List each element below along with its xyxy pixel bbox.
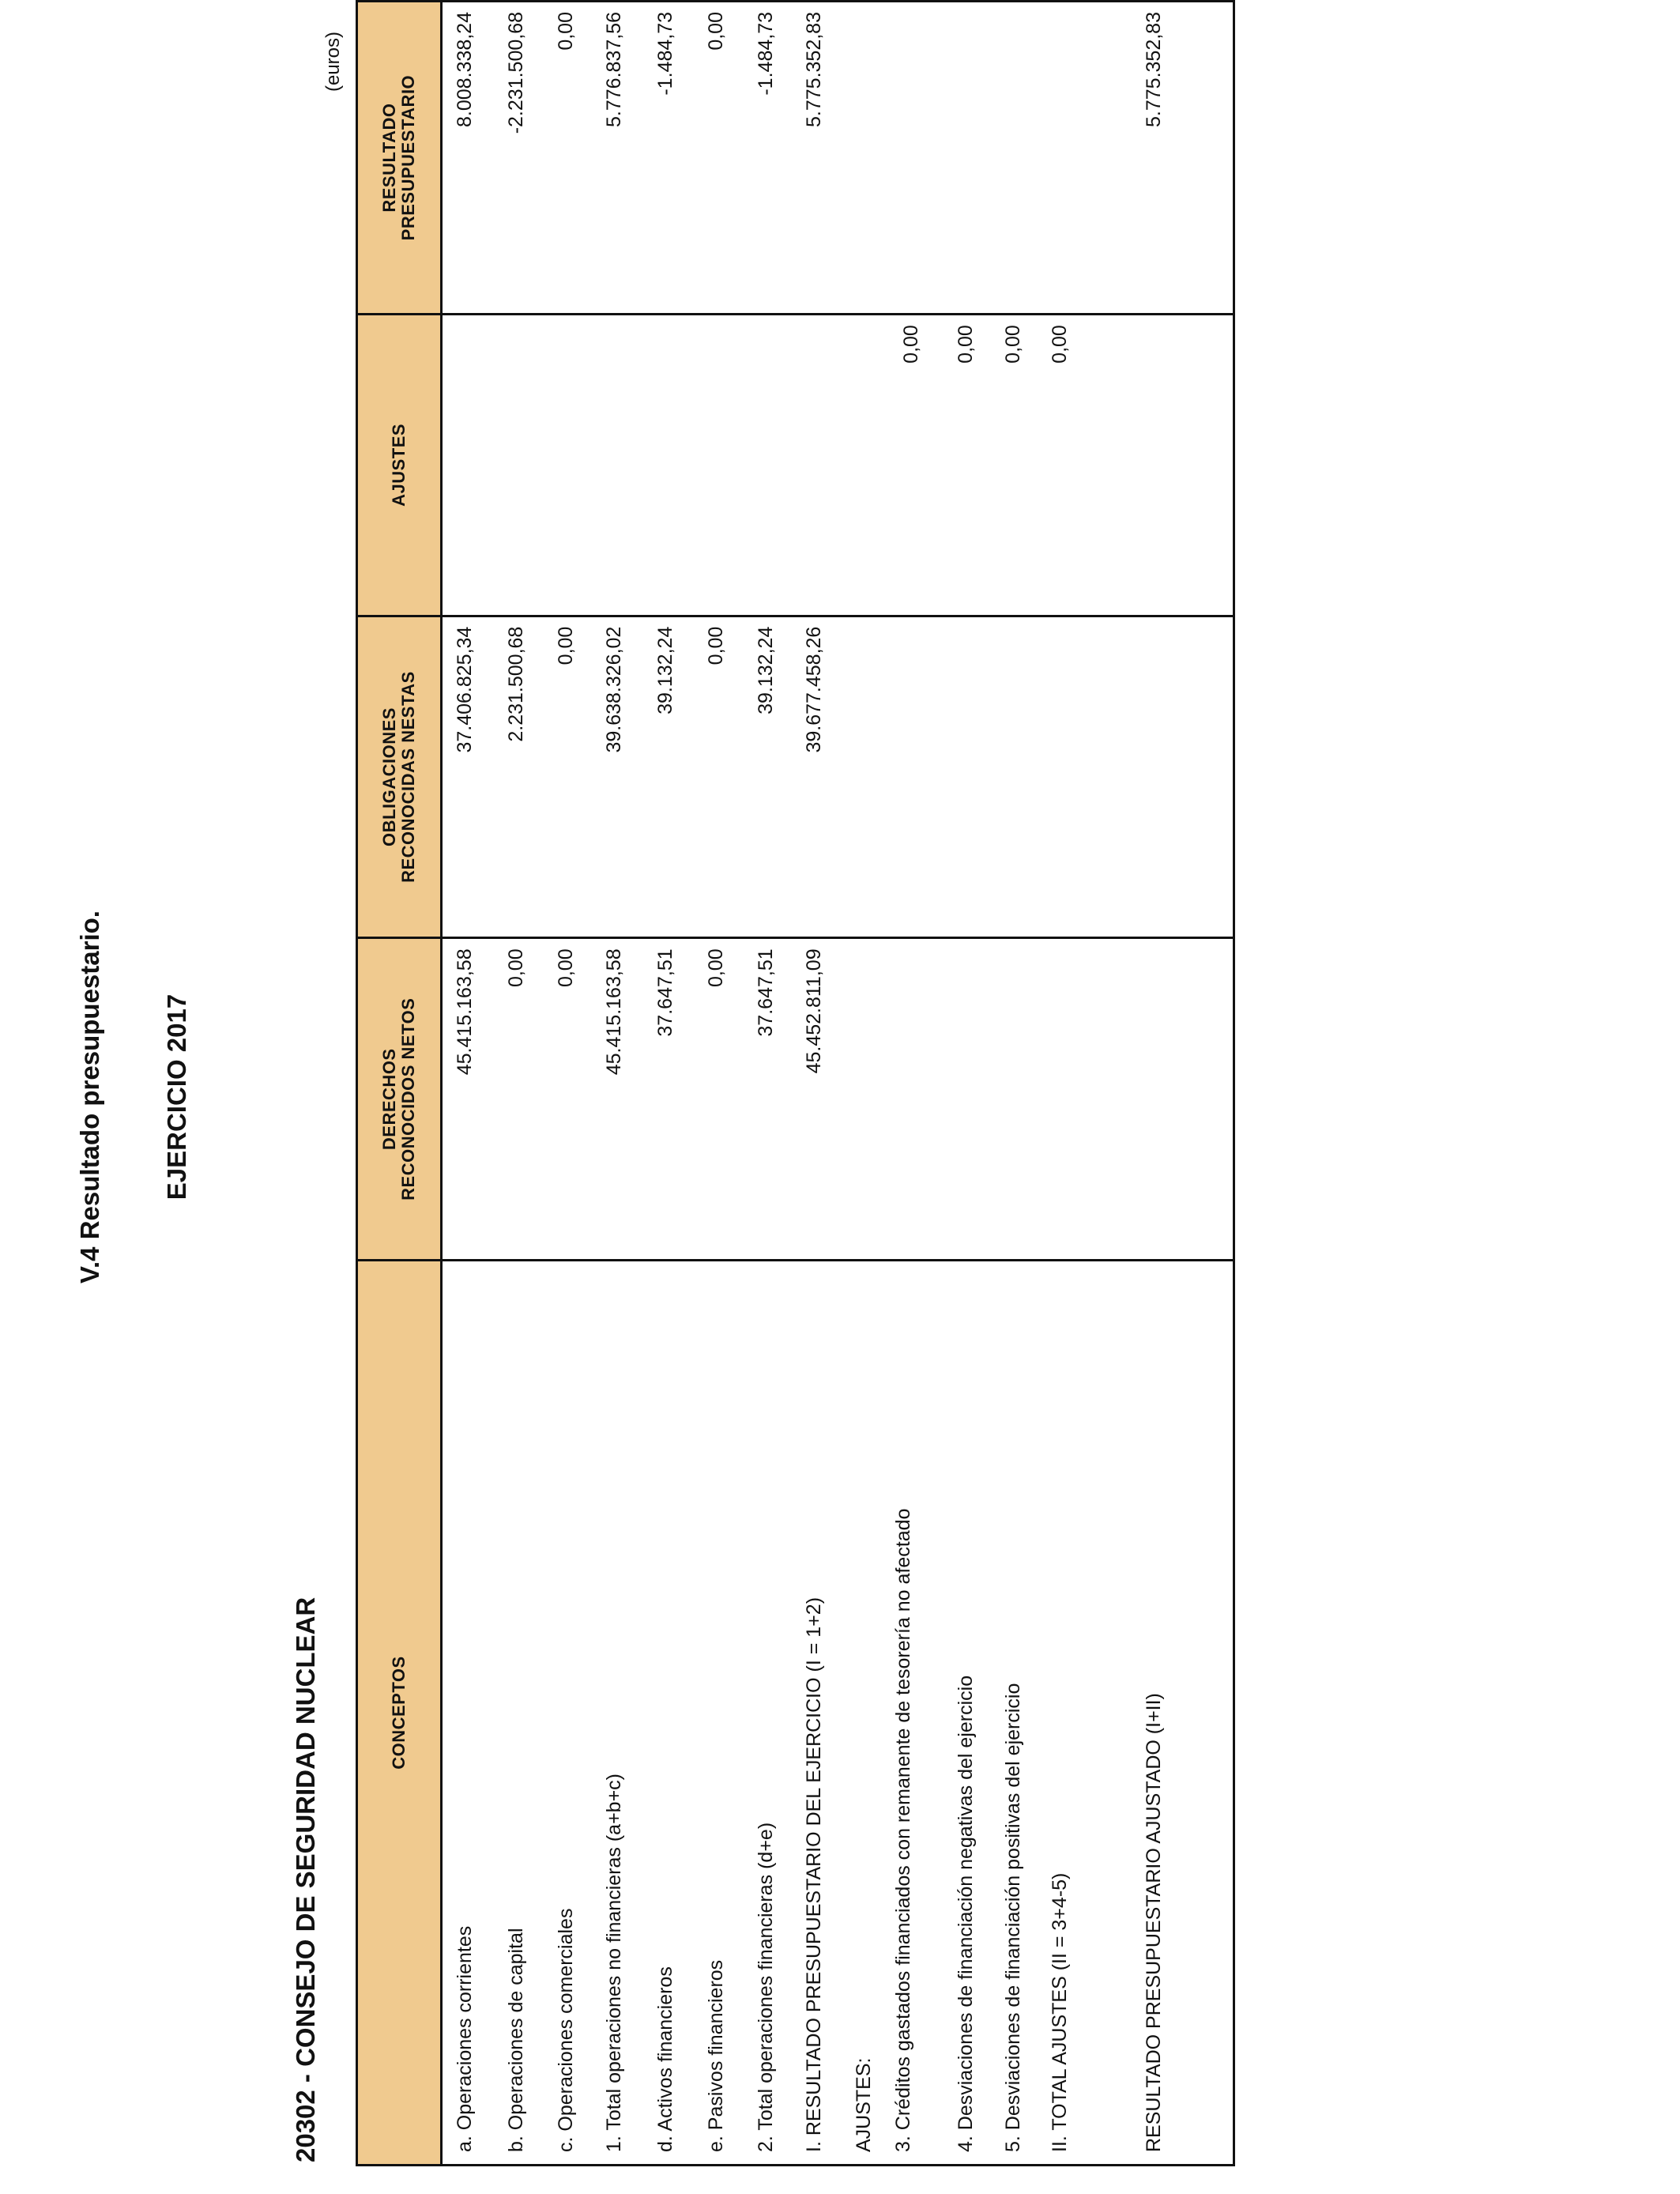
conceptos-column [442,1261,1234,2166]
header-obligaciones: OBLIGACIONES RECONOCIDAS NESTAS [357,616,442,938]
resultado-value: 5.775.352,83 [803,12,825,127]
resultado-value: -2.231.500,68 [505,12,527,134]
derechos-value: 0,00 [505,948,527,988]
resultado-value: 8.008.338,24 [454,12,476,127]
resultado-value: 5.776.837,56 [603,12,625,127]
obligaciones-value: 39.132,24 [654,626,676,714]
concept-label: 4. Desviaciones de financiación negativas del ejercicio [955,1675,977,2152]
derechos-value: 45.415.163,58 [603,948,625,1076]
header-conceptos: CONCEPTOS [357,1261,442,2166]
obligaciones-column [442,616,1234,938]
resultado-column [442,2,1234,315]
header-resultado: RESULTADO PRESUPUESTARIO [357,2,442,315]
derechos-value: 37.647,51 [755,948,777,1037]
entity-name: 20302 - CONSEJO DE SEGURIDAD NUCLEAR [291,1596,320,2162]
header-ajustes: AJUSTES [357,315,442,616]
derechos-value: 0,00 [555,948,577,988]
header-derechos: DERECHOS RECONOCIDOS NETOS [357,938,442,1261]
obligaciones-value: 2.231.500,68 [505,626,527,742]
ajustes-value: 0,00 [900,325,922,364]
currency-units: (euros) [322,31,344,92]
resultado-value: 5.775.352,83 [1143,12,1165,127]
concept-label: a. Operaciones corrientes [454,1925,476,2152]
derechos-value: 0,00 [705,948,727,988]
ajustes-value: 0,00 [1049,325,1071,364]
concept-label: e. Pasivos financieros [705,1959,727,2152]
derechos-value: 45.452.811,09 [803,948,825,1074]
concept-label: 2. Total operaciones financieras (d+e) [755,1822,777,2152]
concept-label: 3. Créditos gastados financiados con remanente de tesorería no afectado [892,1508,914,2152]
concept-label: b. Operaciones de capital [505,1928,527,2152]
obligaciones-value: 39.132,24 [755,626,777,714]
resultado-value: -1.484,73 [755,12,777,96]
page-title: V.4 Resultado presupuestario. [75,910,104,1284]
obligaciones-value: 39.677.458,26 [803,626,825,753]
budget-result-table [356,0,1235,2166]
resultado-value: -1.484,73 [654,12,676,96]
ajustes-value: 0,00 [1002,325,1024,364]
concept-label: c. Operaciones comerciales [555,1908,577,2152]
concept-label: I. RESULTADO PRESUPUESTARIO DEL EJERCICIO (I = 1+2) [803,1596,825,2152]
obligaciones-value: 0,00 [555,626,577,665]
concept-label: d. Activos financieros [654,1966,676,2152]
concept-label: II. TOTAL AJUSTES (II = 3+4-5) [1049,1872,1071,2152]
resultado-value: 0,00 [705,12,727,51]
concept-label: 5. Desviaciones de financiación positivas del ejercicio [1002,1683,1024,2152]
concept-label: AJUSTES: [853,2057,875,2152]
ajustes-value: 0,00 [955,325,977,364]
ajustes-column [442,315,1234,616]
derechos-column [442,938,1234,1261]
resultado-value: 0,00 [555,12,577,51]
concept-label: RESULTADO PRESUPUESTARIO AJUSTADO (I+II) [1143,1693,1165,2152]
fiscal-year: EJERCICIO 2017 [162,993,191,1201]
obligaciones-value: 0,00 [705,626,727,665]
derechos-value: 37.647,51 [654,948,676,1037]
obligaciones-value: 39.638.326,02 [603,626,625,753]
derechos-value: 45.415.163,58 [454,948,476,1076]
obligaciones-value: 37.406.825,34 [454,626,476,753]
concept-label: 1. Total operaciones no financieras (a+b+c) [603,1773,625,2152]
